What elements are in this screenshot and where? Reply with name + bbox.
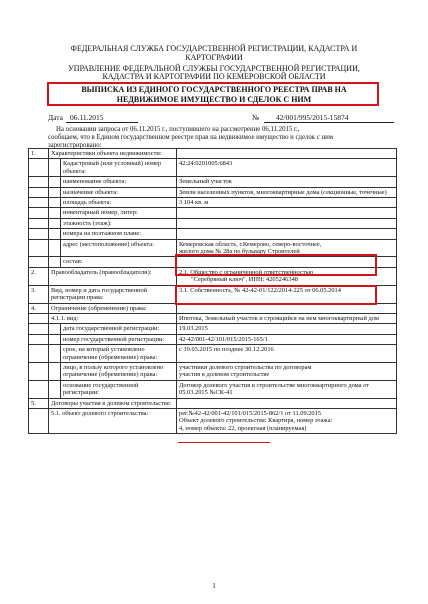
owner-highlight-box [175,285,377,305]
row-label: Правообладатель (правообладатели): [49,267,177,285]
table-row [29,149,397,159]
field-label: площадь объекта: [61,198,177,208]
table-row [29,198,397,208]
table-row [29,208,397,218]
sub-number: 5.1. [51,409,61,417]
address-value-line2: жилого дома № 28а по бульвару Строителей [179,248,300,256]
field-label: номера на поэтажном плане: [61,229,177,239]
right-value: Собственность, № 42-42-01/122/2014-225 от 06.05.2014 [190,286,341,294]
field-label: наименование объекта: [61,177,177,187]
intro-line2: сообщаем, что в Едином государственном реестре прав на недвижимое имущество и сделок с ним [48,134,334,141]
field-value: Договор долевого участия в строительстве многоквартирного дома от 05.03.2015 №СК-41 [177,380,397,398]
field-label: адрес (местоположение) объекта: [61,239,177,257]
field-value: 19.03.2015 [177,324,397,334]
table-row [29,159,397,177]
table-row [29,380,397,398]
document-title-line1: ВЫПИСКА ИЗ ЕДИНОГО ГОСУДАРСТВЕННОГО РЕЕСТРА ПРАВ НА [81,85,347,94]
field-label: этажность (этаж): [61,218,177,228]
field-label: объект долевого строительства: [62,409,149,417]
org-name-line1: ФЕДЕРАЛЬНАЯ СЛУЖБА ГОСУДАРСТВЕННОЙ РЕГИСТРАЦИИ, КАДАСТРА И [70,44,358,53]
row-label: Характеристики объекта недвижимости: [49,149,177,159]
sub-number: 2.1. [179,268,189,276]
beneficiary-highlight-underline [178,442,270,443]
row-label: Договоры участия в долевом строительстве: [49,398,177,408]
table-row [29,408,397,433]
field-label: вид: [67,314,79,322]
date-value: 06.11.2015 [70,113,104,122]
field-label: номер государственной регистрации: [61,334,177,344]
dept-name-line1: УПРАВЛЕНИЕ ФЕДЕРАЛЬНОЙ СЛУЖБЫ ГОСУДАРСТВЕННОЙ РЕГИСТРАЦИИ, [68,64,360,73]
sub-number: 3.1. [179,286,189,294]
contract-value-line2: Объект долевого строительства: Квартира, номер этажа: [179,417,333,425]
document-title-line2: НЕДВИЖИМОЕ ИМУЩЕСТВО И СДЕЛОК С НИМ [116,95,312,104]
field-label: основание государственной регистрации: [61,380,177,398]
table-row [29,345,397,363]
beneficiary-value-line1: участники долевого строительства по договорам [179,363,312,371]
table-row [29,218,397,228]
field-label: лицо, в пользу которого установлено ограничение (обременение) права: [61,362,177,380]
sub-number: 4.1.1. [51,314,66,322]
page-number: 1 [212,582,216,590]
intro-line3: зарегистрировано: [48,142,102,149]
field-value: Ипотека, Земельный участок и строящийся на нем многоквартирный дом [177,313,397,323]
number-label: № [252,113,260,122]
address-value-line1: Кемеровская область, г.Кемерово, северо-восточнее, [179,240,322,248]
org-name-line2: КАРТОГРАФИИ [185,53,243,62]
field-value: 42:24:0201005:6843 [177,159,397,177]
date-label: Дата [48,113,63,122]
table-row [29,187,397,197]
field-value: с 19.03.2015 по позднее 30.12.2016 [177,345,397,363]
field-value: Земельный участок [177,177,397,187]
table-row [29,324,397,334]
number-underline [264,122,394,123]
field-label: инвентарный номер, литер: [61,208,177,218]
dept-name-line2: КАДАСТРА И КАРТОГРАФИИ ПО КЕМЕРОВСКОЙ ОБЛАСТИ [102,72,326,81]
field-label: срок, на который установлено ограничение (обременение) права: [61,345,177,363]
number-value: 42/001/995/2015-15874 [276,113,349,122]
beneficiary-value-line2: участия в долевом строительстве [179,371,270,379]
owner-value-line2: "Серебряный ключ", ИНН: 4205246348 [191,276,298,284]
row-number: 2. [29,267,49,285]
table-row [29,398,397,408]
table-row [29,313,397,323]
row-number: 3. [29,285,49,303]
table-row [29,229,397,239]
date-underline [66,122,138,123]
field-value: 3 104 кв. м [177,198,397,208]
row-number: 4. [29,303,49,313]
field-label: Кадастровый (или условный) номер объекта: [61,159,177,177]
field-label: состав: [61,257,177,267]
row-number: 5. [29,398,49,408]
owner-value-line1: Общество с ограниченной ответственностью [190,268,314,276]
contract-value-line1: рег.№42-42/001-42/101/015/2015-862/1 от 11.09.2015 [179,409,322,417]
field-label: дата государственной регистрации: [61,324,177,334]
table-row [29,334,397,344]
address-highlight-box [175,254,377,276]
contract-value-line3: 4, номер объекта: 22, проектная (планируемая) [179,424,307,432]
table-row [29,177,397,187]
row-label: Вид, номер и дата государственной регистрации права: [49,285,177,303]
intro-line1: На основании запроса от 06.11.2015 г., поступившего на рассмотрение 06.11.2015 г., [56,126,300,133]
row-label: Ограничение (обременение) права: [49,303,177,313]
field-value: Земли населенных пунктов, многоквартирные дома (секционные, точечные) [177,187,397,197]
field-value: 42-42/001-42/101/015/2015-165/1 [177,334,397,344]
row-number: 1. [29,149,49,159]
field-label: назначение объекта: [61,187,177,197]
table-row [29,362,397,380]
